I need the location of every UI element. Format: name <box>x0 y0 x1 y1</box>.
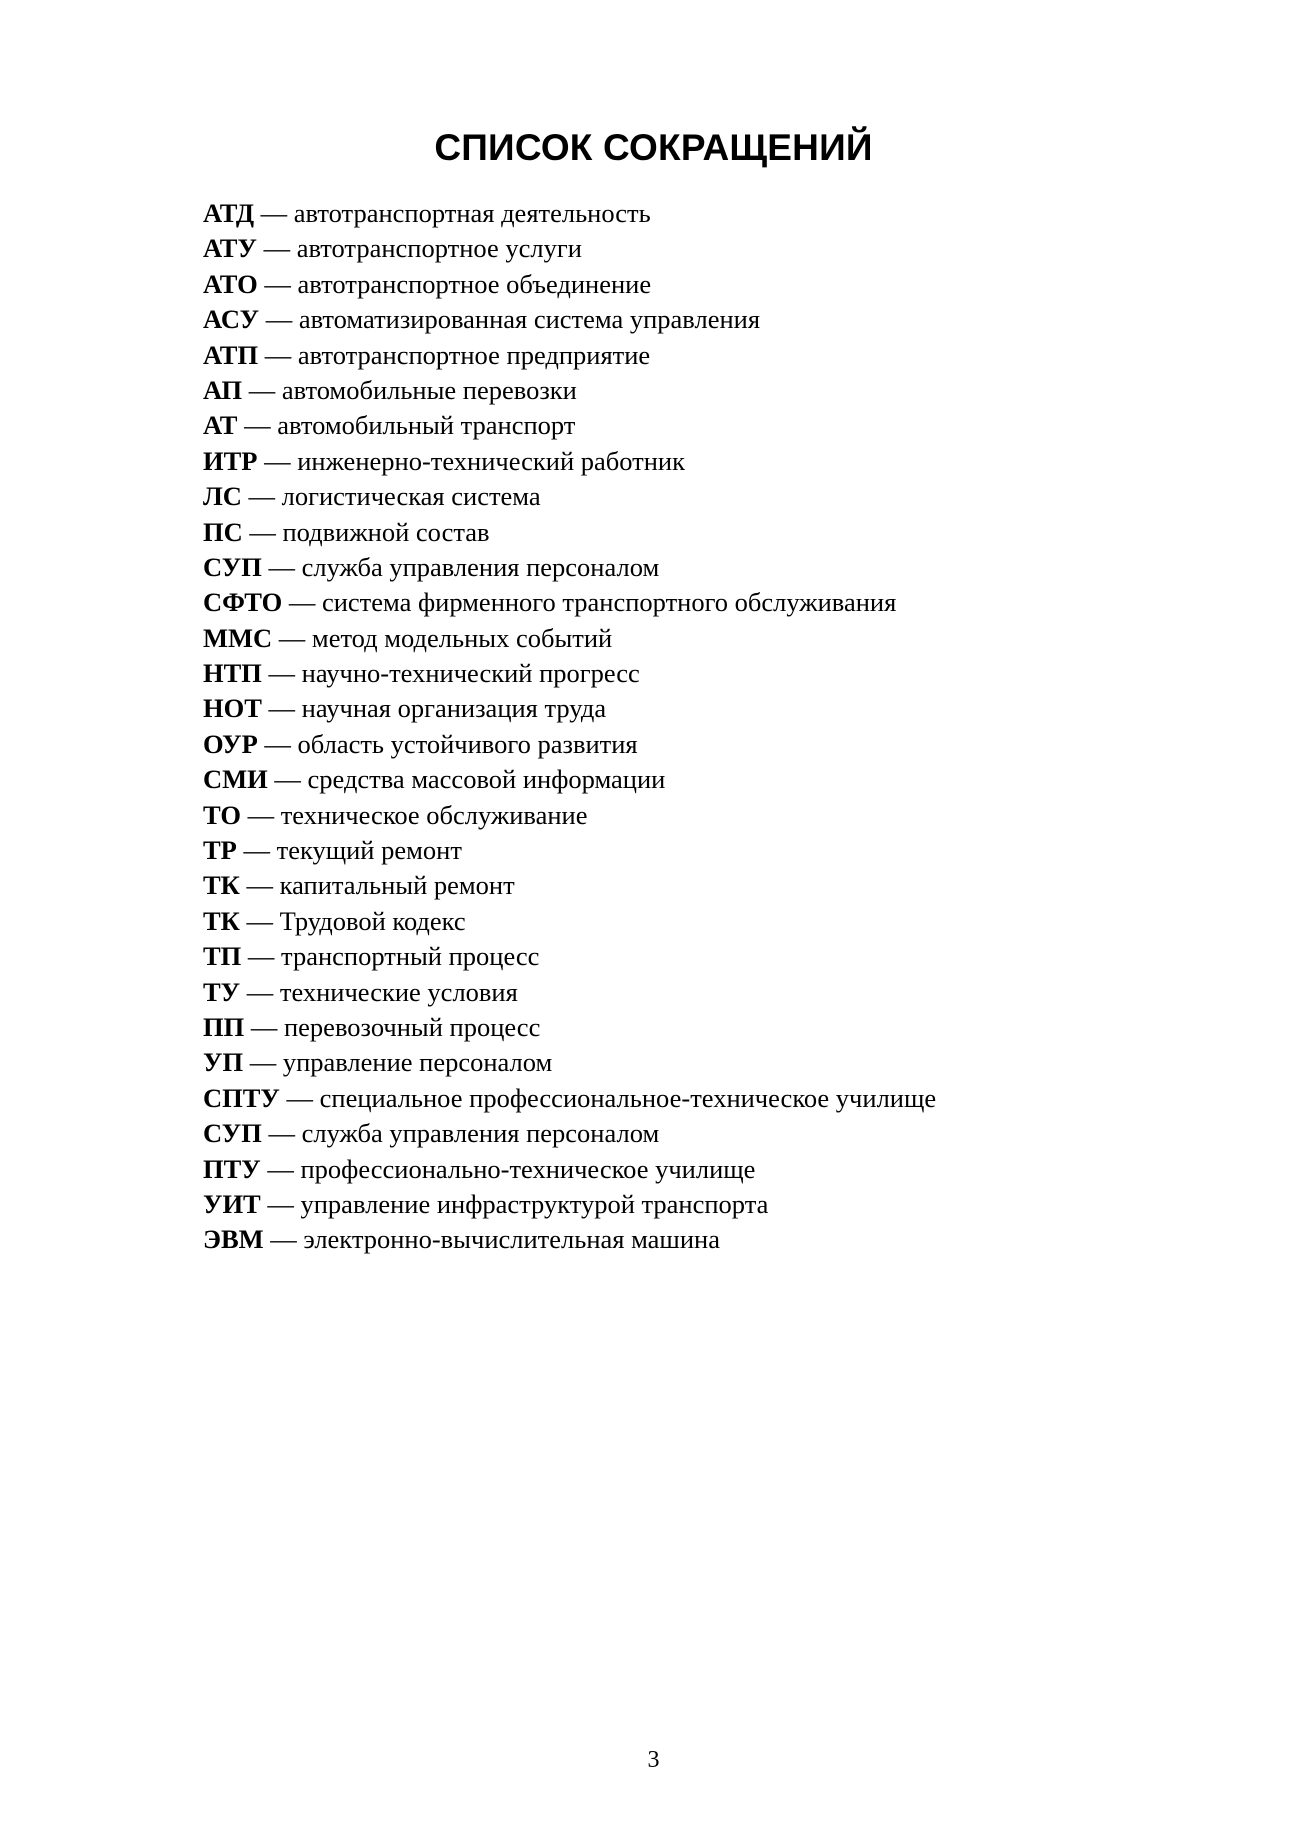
abbreviation-term: ПТУ <box>203 1153 261 1184</box>
abbreviation-definition: профессионально-техническое училище <box>300 1153 756 1184</box>
abbreviation-term: ПП <box>203 1011 245 1042</box>
abbreviation-definition: специальное профессиональное-техническое училище <box>319 1082 937 1113</box>
abbreviation-definition: транспортный процесс <box>281 941 540 972</box>
page-title: СПИСОК СОКРАЩЕНИЙ <box>434 127 873 168</box>
abbreviation-separator: — <box>258 339 298 370</box>
abbreviation-item <box>203 833 936 868</box>
abbreviation-item <box>203 727 936 762</box>
abbreviation-separator: — <box>272 622 312 653</box>
abbreviation-definition: система фирменного транспортного обслуживания <box>321 587 897 618</box>
abbreviation-definition: автомобильный транспорт <box>277 410 576 441</box>
abbreviation-term: АТ <box>203 410 238 441</box>
abbreviation-separator: — <box>239 870 280 901</box>
abbreviation-definition: техническое обслуживание <box>280 799 588 830</box>
abbreviation-item <box>203 1081 936 1116</box>
abbreviation-definition: текущий ремонт <box>276 835 462 866</box>
abbreviation-item <box>203 1116 936 1151</box>
abbreviation-separator: — <box>240 799 281 830</box>
abbreviation-term: СУП <box>203 551 262 582</box>
abbreviation-separator: — <box>237 410 278 441</box>
abbreviation-separator: — <box>260 1153 301 1184</box>
abbreviation-term: НОТ <box>203 693 262 724</box>
abbreviation-item <box>203 550 936 585</box>
abbreviation-term: АСУ <box>203 304 260 335</box>
abbreviation-term: ТК <box>203 905 240 936</box>
abbreviation-term: СУП <box>203 1118 262 1149</box>
abbreviation-term: СПТУ <box>203 1082 280 1113</box>
abbreviation-separator: — <box>242 516 283 547</box>
abbreviation-item <box>203 267 936 302</box>
abbreviation-term: СФТО <box>203 587 283 618</box>
abbreviation-definition: автотранспортное предприятие <box>297 339 651 370</box>
abbreviation-term: ЛС <box>203 481 242 512</box>
abbreviation-term: АП <box>203 374 243 405</box>
abbreviation-item <box>203 408 936 443</box>
abbreviation-item <box>203 975 936 1010</box>
abbreviation-item <box>203 868 936 903</box>
abbreviation-separator: — <box>254 198 294 228</box>
abbreviation-separator: — <box>261 551 302 582</box>
abbreviation-term: ТУ <box>203 976 241 1007</box>
abbreviation-item <box>203 1152 936 1187</box>
abbreviation-term: ИТР <box>203 445 258 476</box>
abbreviation-separator: — <box>241 481 282 512</box>
abbreviation-item <box>203 231 936 266</box>
abbreviation-definition: Трудовой кодекс <box>279 905 466 936</box>
abbreviation-item <box>203 338 936 373</box>
abbreviation-item <box>203 691 936 726</box>
abbreviation-separator: — <box>267 764 308 795</box>
abbreviation-item <box>203 1187 936 1222</box>
abbreviation-definition: управление инфраструктурой транспорта <box>300 1188 769 1219</box>
abbreviation-term: АТУ <box>203 233 257 264</box>
abbreviation-separator: — <box>282 587 322 618</box>
abbreviation-separator: — <box>241 941 282 972</box>
abbreviation-separator: — <box>256 233 297 264</box>
abbreviation-item <box>203 196 936 231</box>
abbreviation-term: ТП <box>203 941 242 972</box>
abbreviation-term: ТО <box>203 799 241 830</box>
abbreviation-definition: капитальный ремонт <box>279 870 515 901</box>
abbreviation-item <box>203 656 936 691</box>
abbreviation-term: НТП <box>203 658 262 689</box>
abbreviation-item <box>203 1222 936 1257</box>
abbreviation-term: ТК <box>203 870 240 901</box>
abbreviation-list <box>203 196 936 1258</box>
abbreviation-definition: автотранспортное услуги <box>296 233 582 264</box>
abbreviation-definition: электронно-вычислительная машина <box>303 1224 720 1255</box>
abbreviation-separator: — <box>244 1011 284 1042</box>
abbreviation-term: УП <box>203 1047 244 1078</box>
abbreviation-item <box>203 302 936 337</box>
abbreviation-definition: инженерно-технический работник <box>297 445 685 476</box>
abbreviation-definition: средства массовой информации <box>307 764 666 795</box>
abbreviation-item <box>203 444 936 479</box>
abbreviation-definition: область устойчивого развития <box>297 728 638 759</box>
abbreviation-item <box>203 585 936 620</box>
abbreviation-separator: — <box>261 658 302 689</box>
abbreviation-term: ОУР <box>203 728 258 759</box>
abbreviation-separator: — <box>239 905 280 936</box>
abbreviation-term: СМИ <box>203 764 268 795</box>
abbreviation-term: ТР <box>203 835 237 866</box>
abbreviation-item <box>203 373 936 408</box>
abbreviation-term: АТП <box>203 339 259 370</box>
abbreviation-definition: автотранспортное объединение <box>297 268 652 299</box>
abbreviation-term: УИТ <box>203 1188 261 1219</box>
abbreviation-separator: — <box>236 835 277 866</box>
abbreviation-term: АТО <box>203 268 258 299</box>
abbreviation-separator: — <box>257 268 298 299</box>
abbreviation-item <box>203 939 936 974</box>
abbreviation-definition: научная организация труда <box>301 693 607 724</box>
abbreviation-definition: управление персоналом <box>282 1047 553 1078</box>
abbreviation-definition: автомобильные перевозки <box>281 374 577 405</box>
abbreviation-item <box>203 798 936 833</box>
abbreviation-definition: служба управления персоналом <box>301 551 660 582</box>
abbreviation-separator: — <box>257 445 298 476</box>
abbreviation-separator: — <box>261 693 302 724</box>
abbreviation-definition: логистическая система <box>281 481 541 512</box>
abbreviation-term: ММС <box>203 622 273 653</box>
abbreviation-term: ЭВМ <box>203 1224 264 1255</box>
abbreviation-term: ПС <box>203 516 243 547</box>
abbreviation-definition: перевозочный процесс <box>283 1011 541 1042</box>
abbreviation-definition: подвижной состав <box>282 516 490 547</box>
abbreviation-separator: — <box>243 1047 283 1078</box>
abbreviation-item <box>203 515 936 550</box>
abbreviation-definition: метод модельных событий <box>311 622 613 653</box>
abbreviation-separator: — <box>261 1118 302 1149</box>
abbreviation-definition: научно-технический прогресс <box>301 658 640 689</box>
abbreviation-separator: — <box>279 1082 320 1113</box>
abbreviation-definition: автотранспортная деятельность <box>293 198 651 228</box>
page-number: 3 <box>647 1747 660 1773</box>
abbreviation-separator: — <box>263 1224 304 1255</box>
abbreviation-separator: — <box>257 728 298 759</box>
abbreviation-item <box>203 621 936 656</box>
abbreviation-separator: — <box>259 304 299 335</box>
abbreviation-item <box>203 762 936 797</box>
abbreviation-item <box>203 1045 936 1080</box>
abbreviation-definition: автоматизированная система управления <box>298 304 761 335</box>
abbreviation-item <box>203 1010 936 1045</box>
abbreviation-item <box>203 479 936 514</box>
abbreviation-separator: — <box>260 1188 301 1219</box>
abbreviation-definition: технические условия <box>279 976 518 1007</box>
abbreviation-definition: служба управления персоналом <box>301 1118 660 1149</box>
abbreviation-term: АТД <box>203 198 255 228</box>
abbreviation-separator: — <box>242 374 282 405</box>
abbreviation-item <box>203 904 936 939</box>
abbreviation-separator: — <box>240 976 280 1007</box>
